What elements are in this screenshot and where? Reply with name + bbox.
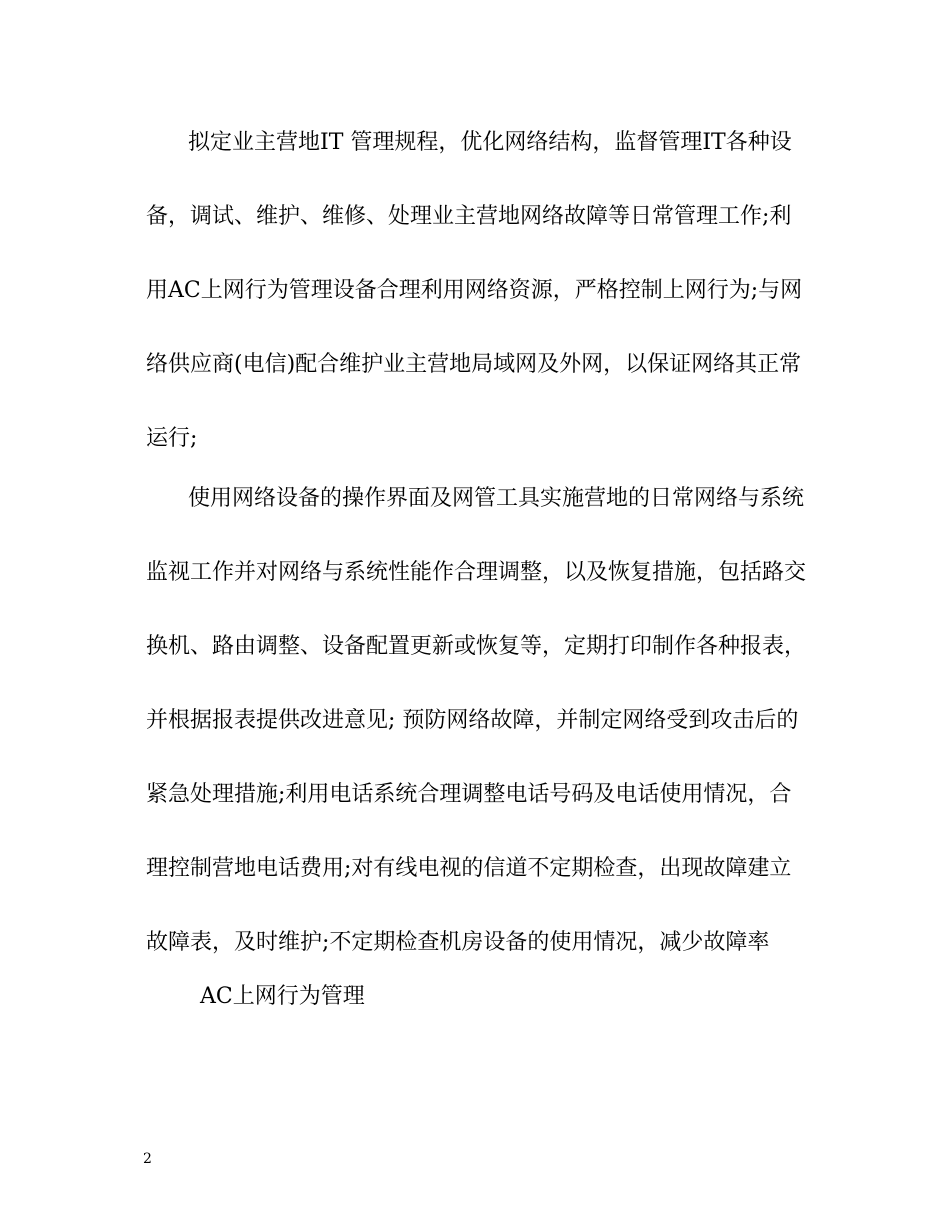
paragraph-2-line-5: 紧急处理措施;利用电话系统合理调整电话号码及电话使用情况，合 — [146, 782, 792, 807]
section-heading: AC上网行为管理 — [200, 984, 365, 1009]
paragraph-2-line-6: 理控制营地电话费用;对有线电视的信道不定期检查，出现故障建立 — [146, 856, 792, 881]
paragraph-2-line-4: 并根据报表提供改进意见; 预防网络故障，并制定网络受到攻击后的 — [146, 708, 799, 733]
paragraph-1-line-1: 拟定业主营地IT 管理规程，优化网络结构，监督管理IT各种设 — [188, 130, 792, 155]
paragraph-2-line-2: 监视工作并对网络与系统性能作合理调整，以及恢复措施，包括路交 — [146, 560, 807, 585]
paragraph-2-line-3: 换机、路由调整、设备配置更新或恢复等，定期打印制作各种报表， — [146, 634, 807, 659]
paragraph-1-line-3: 用AC上网行为管理设备合理利用网络资源，严格控制上网行为;与网 — [146, 278, 803, 303]
page-number: 2 — [143, 1151, 152, 1167]
paragraph-2-line-7: 故障表，及时维护;不定期检查机房设备的使用情况，减少故障率 — [146, 930, 770, 955]
paragraph-2-line-1: 使用网络设备的操作界面及网管工具实施营地的日常网络与系统 — [188, 486, 805, 511]
paragraph-1-line-5: 运行; — [146, 426, 198, 451]
paragraph-1-line-2: 备，调试、维护、维修、处理业主营地网络故障等日常管理工作;利 — [146, 204, 792, 229]
paragraph-1-line-4: 络供应商(电信)配合维护业主营地局域网及外网，以保证网络其正常 — [146, 352, 802, 377]
